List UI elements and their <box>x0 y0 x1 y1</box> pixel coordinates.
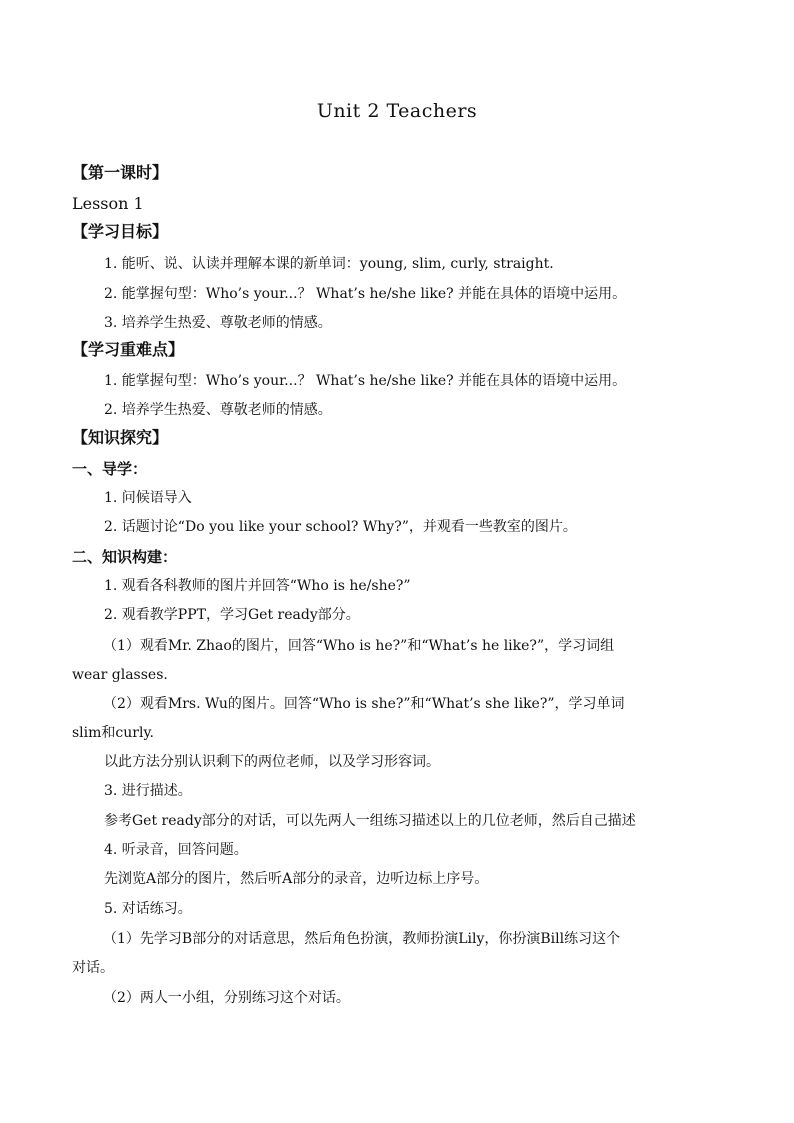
objective-item: 1. 能听、说、认读并理解本课的新单词：young, slim, curly, straight. <box>104 256 554 272</box>
key-point-item: 2. 培养学生热爱、尊敬老师的情感。 <box>104 402 332 418</box>
part2-line: 4. 听录音，回答问题。 <box>104 842 248 858</box>
part2-line: （1）观看Mr. Zhao的图片，回答“Who is he?”和“What’s he like?”，学习词组 <box>103 638 615 654</box>
part1-heading: 一、导学： <box>72 460 148 478</box>
part1-item: 1. 问候语导入 <box>104 490 192 506</box>
part2-line: （2）观看Mrs. Wu的图片。回答“Who is she?”和“What’s she like?”，学习单词 <box>103 696 625 712</box>
document-title: Unit 2 Teachers <box>316 100 478 122</box>
key-points-heading: 【学习重难点】 <box>72 340 185 359</box>
part2-line: slim和curly. <box>72 725 154 741</box>
part2-line: 5. 对话练习。 <box>104 901 192 917</box>
part2-line: （2）两人一小组，分别练习这个对话。 <box>103 990 350 1006</box>
part2-line: 对话。 <box>72 960 114 976</box>
part2-line: 先浏览A部分的图片，然后听A部分的录音，边听边标上序号。 <box>104 871 489 887</box>
objectives-heading: 【学习目标】 <box>72 222 169 241</box>
lesson-label: Lesson 1 <box>72 194 144 213</box>
part2-line: 2. 观看教学PPT，学习Get ready部分。 <box>104 607 360 623</box>
exploration-heading: 【知识探究】 <box>72 428 169 447</box>
part2-line: （1）先学习B部分的对话意思，然后角色扮演，教师扮演Lily，你扮演Bill练习这个 <box>103 931 621 947</box>
part1-item: 2. 话题讨论“Do you like your school? Why?”，并观看一些教室的图片。 <box>104 519 577 535</box>
part2-line: 1. 观看各科教师的图片并回答“Who is he/she?” <box>104 578 411 594</box>
part2-line: wear glasses. <box>72 667 168 683</box>
section-period-heading: 【第一课时】 <box>72 163 169 182</box>
objective-item: 2. 能掌握句型：Who’s your...？ What’s he/she like? 并能在具体的语境中运用。 <box>104 286 627 302</box>
part2-line: 以此方法分别认识剩下的两位老师，以及学习形容词。 <box>104 754 440 770</box>
part2-line: 3. 进行描述。 <box>104 783 192 799</box>
objective-item: 3. 培养学生热爱、尊敬老师的情感。 <box>104 315 332 331</box>
part2-heading: 二、知识构建： <box>72 548 178 566</box>
key-point-item: 1. 能掌握句型：Who’s your...？ What’s he/she like? 并能在具体的语境中运用。 <box>104 373 627 389</box>
part2-line: 参考Get ready部分的对话，可以先两人一组练习描述以上的几位老师，然后自己描述 <box>104 813 636 829</box>
